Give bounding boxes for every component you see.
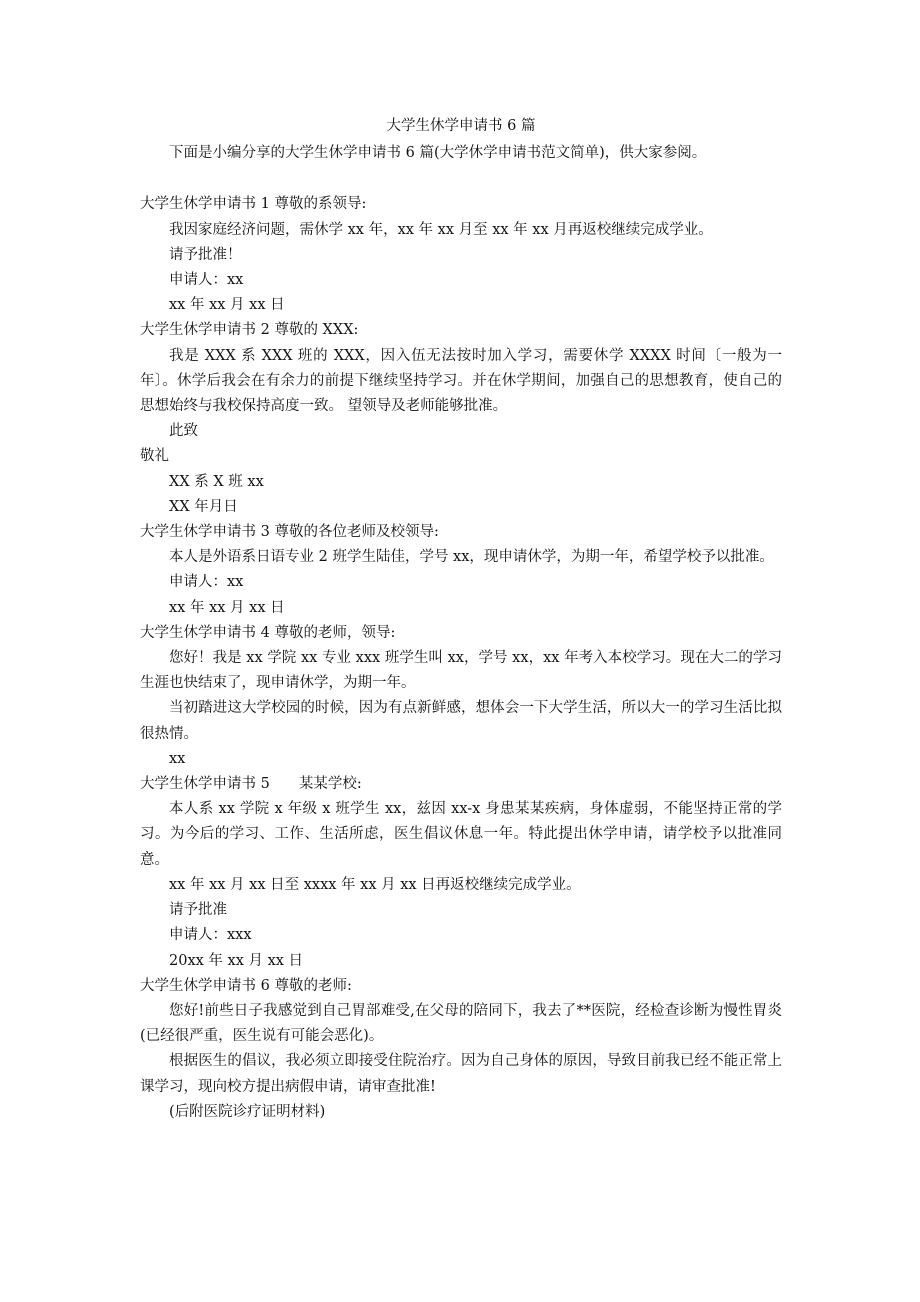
letter-1-request: 请予批准！ [169, 246, 242, 263]
letter-5-applicant: 申请人：xxx [169, 927, 252, 944]
letter-6-attachment: (后附医院诊疗证明材料) [169, 1103, 326, 1120]
letter-4-signature: xx [169, 750, 186, 767]
document-title: 大学生休学申请书 6 篇 [386, 118, 536, 134]
letter-6-heading: 大学生休学申请书 6 尊敬的老师: [140, 977, 352, 994]
letter-3-applicant: 申请人：xx [169, 574, 244, 591]
letter-3-heading: 大学生休学申请书 3 尊敬的各位老师及校领导: [140, 524, 439, 541]
letter-5-heading-recipient: 某某学校: [298, 776, 362, 793]
letter-1-applicant: 申请人：xx [169, 272, 244, 289]
letter-5-heading [140, 772, 782, 797]
letter-2-closing-1: 此致 [169, 423, 198, 440]
letter-6-body-2: 根据医生的倡议，我必须立即接受住院治疗。因为自己身体的原因，导致目前我已经不能正常上课学习，现向校方提出病假申请，请审查批准! [140, 1053, 782, 1095]
letter-4-body-2: 当初踏进这大学校园的时候，因为有点新鲜感，想体会一下大学生活，所以大一的学习生活比拟很热情。 [140, 700, 782, 742]
letter-3-body: 本人是外语系日语专业 2 班学生陆佳，学号 xx，现申请休学，为期一年，希望学校予以批准。 [169, 549, 774, 566]
letter-2-signature: XX 系 X 班 xx [169, 473, 264, 490]
document-body [140, 114, 782, 1125]
letter-5-date: 20xx 年 xx 月 xx 日 [169, 952, 304, 969]
letter-5-heading-title: 大学生休学申请书 5 [140, 776, 270, 793]
letter-1-body: 我因家庭经济问题，需休学 xx 年，xx 年 xx 月至 xx 年 xx 月再返校继续完成学业。 [169, 221, 713, 238]
letter-6-body-1: 您好!前些日子我感觉到自己胃部难受,在父母的陪同下，我去了**医院，经检查诊断为慢性胃炎(已经很严重，医生说有可能会恶化)。 [140, 1002, 782, 1045]
letter-2-date: XX 年月日 [169, 498, 238, 515]
letter-4-heading: 大学生休学申请书 4 尊敬的老师，领导: [140, 624, 396, 641]
letter-2-closing-2: 敬礼 [140, 448, 169, 465]
letter-3-date: xx 年 xx 月 xx 日 [169, 599, 285, 616]
letter-4-body-1: 您好！我是 xx 学院 xx 专业 xxx 班学生叫 xx，学号 xx，xx 年考入本校学习。现在大二的学习生涯也快结束了，现申请休学，为期一年。 [140, 650, 782, 692]
letter-5-body: 本人系 xx 学院 x 年级 x 班学生 xx，兹因 xx-x 身患某某疾病，身体虚弱，不能坚持正常的学习。为今后的学习、工作、生活所虑，医生倡议休息一年。特此提出休学申请，请学校予以批准同意。 [140, 801, 782, 868]
letter-2-heading: 大学生休学申请书 2 尊敬的 XXX: [140, 322, 359, 339]
letter-1-heading: 大学生休学申请书 1 尊敬的系领导: [140, 196, 367, 213]
letter-5-request: 请予批准 [169, 902, 227, 919]
document-intro: 下面是小编分享的大学生休学申请书 6 篇(大学休学申请书范文简单)，供大家参阅。 [169, 145, 707, 162]
letter-2-body: 我是 XXX 系 XXX 班的 XXX，因入伍无法按时加入学习，需要休学 XXXX 时间〔一般为一年〕。休学后我会在有余力的前提下继续坚持学习。并在休学期间，加强自己的思想教育，使自己的思想始终与我校保持高度一致。 望领导及老师能够批准。 [140, 347, 782, 415]
letter-1-date: xx 年 xx 月 xx 日 [169, 297, 285, 314]
letter-5-period: xx 年 xx 月 xx 日至 xxxx 年 xx 月 xx 日再返校继续完成学业。 [169, 876, 581, 893]
